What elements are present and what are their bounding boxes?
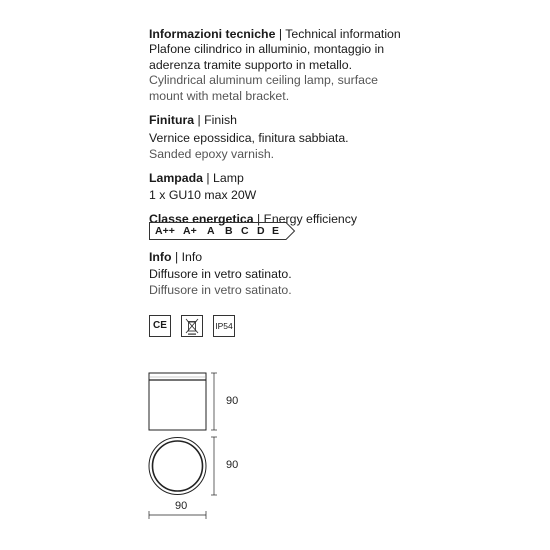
technical-desc-it-1: Plafone cilindrico in alluminio, montaggio in: [149, 42, 385, 56]
bin-graphic: [182, 316, 202, 336]
finish-heading: Finitura | Finish: [149, 113, 237, 127]
finish-desc-en: Sanded epoxy varnish.: [149, 146, 275, 161]
dimension-drawing: [140, 365, 250, 525]
info-section: [149, 249, 409, 298]
energy-class-b: B: [225, 225, 233, 237]
lamp-title-en: Lamp: [213, 171, 244, 185]
technical-desc-en-2: mount with metal bracket.: [149, 88, 290, 103]
width-dimension: 90: [175, 500, 188, 512]
energy-class-a: A: [207, 225, 215, 237]
ce-mark-icon: [149, 315, 171, 337]
lamp-value: 1 x GU10 max 20W: [149, 188, 257, 202]
lamp-section: [149, 170, 409, 204]
lamp-title-it: Lampada: [149, 171, 203, 185]
side-height-dimension: 90: [226, 395, 239, 407]
finish-desc-it: Vernice epossidica, finitura sabbiata.: [149, 131, 349, 145]
technical-title-it: Informazioni tecniche: [149, 27, 276, 41]
lamp-heading: Lampada | Lamp: [149, 171, 244, 185]
energy-title-en: Energy efficiency: [263, 211, 358, 226]
side-view: [149, 373, 217, 430]
crossed-out-bin-icon: [181, 315, 203, 337]
top-diameter-dimension: 90: [226, 459, 239, 471]
ce-label: CE: [153, 320, 167, 331]
finish-title-it: Finitura: [149, 113, 195, 127]
info-title-it: Info: [149, 250, 172, 264]
technical-heading: Informazioni tecniche | Technical information: [149, 27, 401, 41]
technical-desc-en-1: Cylindrical aluminum ceiling lamp, surface: [149, 73, 378, 87]
finish-section: [149, 112, 409, 162]
spec-sheet: [149, 26, 409, 227]
energy-class-d: D: [257, 225, 265, 237]
technical-section: [149, 26, 409, 104]
ip-label: IP54: [215, 321, 233, 331]
energy-class-a-plus-plus: A++: [155, 225, 175, 237]
energy-class-e: E: [272, 225, 280, 237]
energy-class-scale: [149, 222, 295, 240]
technical-title-en: Technical information: [285, 27, 401, 41]
finish-title-en: Finish: [204, 113, 237, 127]
info-title-en: Info: [181, 250, 203, 264]
energy-class-c: C: [241, 225, 249, 237]
energy-class-a-plus: A+: [183, 225, 197, 237]
ip-rating-badge: [213, 315, 235, 337]
technical-desc-it-2: aderenza tramite supporto in metallo.: [149, 57, 353, 72]
info-heading: Info | Info: [149, 250, 203, 264]
energy-heading: Classe energetica | Energy efficiency: [149, 211, 358, 226]
info-desc-it: Diffusore in vetro satinato.: [149, 267, 292, 281]
energy-title-it: Classe energetica: [149, 211, 254, 226]
info-desc-en: Diffusore in vetro satinato.: [149, 282, 292, 297]
